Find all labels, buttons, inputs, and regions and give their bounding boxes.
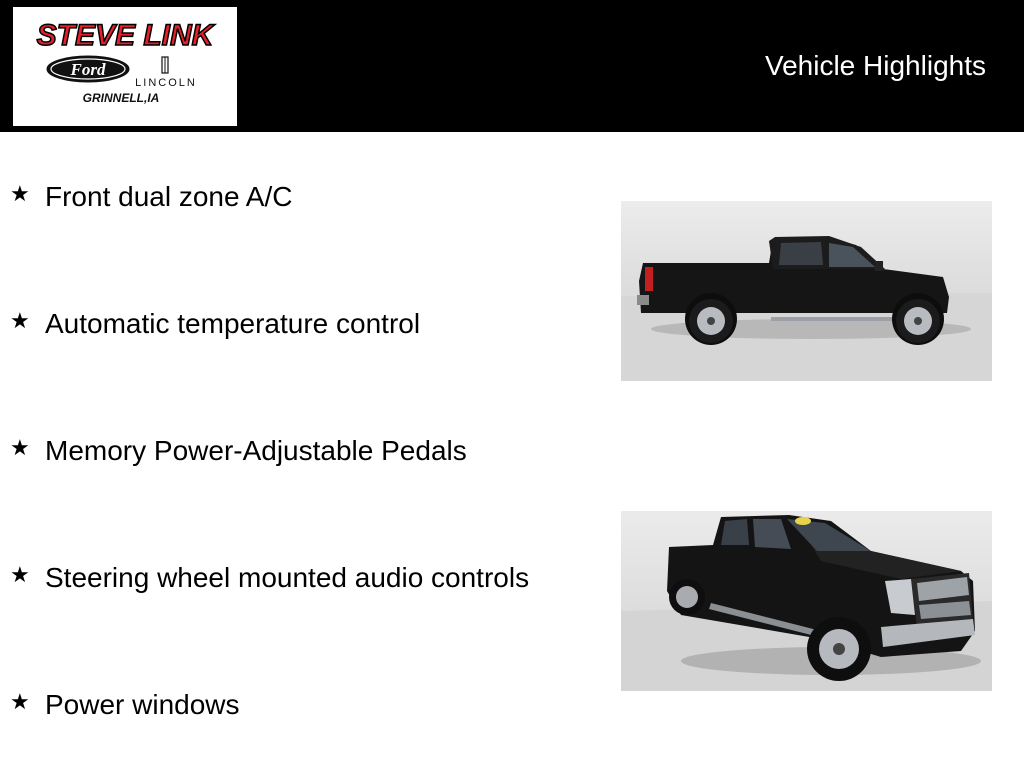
star-icon: ★: [10, 690, 30, 715]
highlight-label: Power windows: [45, 689, 240, 720]
truck-front-angle-photo: [621, 511, 992, 691]
highlight-label: Front dual zone A/C: [45, 181, 293, 212]
dealer-logo: [13, 7, 237, 126]
page-header: [0, 0, 1024, 132]
list-item: [0, 181, 600, 221]
star-icon: ★: [10, 563, 30, 588]
logo-ford: Ford: [70, 60, 106, 79]
highlight-label: Steering wheel mounted audio controls: [45, 562, 530, 593]
logo-location: GRINNELL,IA: [82, 91, 160, 105]
list-item: [0, 562, 600, 602]
list-item: [0, 689, 600, 729]
list-item: [0, 435, 600, 475]
logo-lincoln: LINCOLN: [135, 77, 197, 89]
star-icon: ★: [10, 436, 30, 461]
star-icon: ★: [10, 309, 30, 334]
truck-side-view-photo: [621, 201, 992, 381]
star-icon: ★: [10, 182, 30, 207]
lincoln-star-icon: [162, 57, 168, 73]
logo-dealer-name: STEVE LINK: [36, 19, 214, 52]
page-title: Vehicle Highlights: [764, 50, 986, 81]
list-item: [0, 308, 600, 348]
highlight-label: Memory Power-Adjustable Pedals: [45, 435, 467, 466]
highlight-label: Automatic temperature control: [45, 308, 421, 339]
